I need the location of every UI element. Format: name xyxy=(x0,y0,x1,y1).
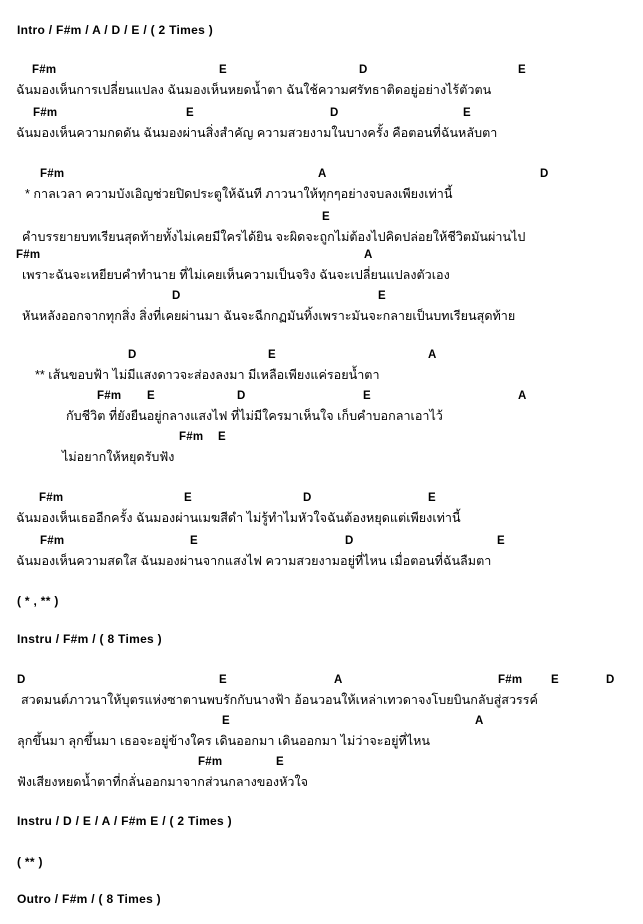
chord-e: E xyxy=(222,715,230,727)
lyric-text: ** เส้นขอบฟ้า ไม่มีแสงดาวจะส่องลงมา มีเหลือเพียงแค่รอยน้ำตา xyxy=(35,368,380,382)
instru-line-1-text: Instru / F#m / ( 8 Times ) xyxy=(17,632,162,646)
chord-line xyxy=(0,62,643,82)
chord-e: E xyxy=(463,107,471,119)
lyric-text: * กาลเวลา ความบังเอิญช่วยปิดประตูให้ฉันที ภาวนาให้ทุกๆอย่างจบลงเพียงเท่านี้ xyxy=(25,187,453,201)
chord-e: E xyxy=(184,492,192,504)
chord-d: D xyxy=(303,492,312,504)
chord-fsharpm: F#m xyxy=(32,64,57,76)
lyric-text: เพราะฉันจะเหยียบคำทำนาย ที่ไม่เคยเห็นความเป็นจริง ฉันจะเปลี่ยนแปลงตัวเอง xyxy=(22,268,450,282)
chord-line xyxy=(0,713,643,733)
chord-fsharpm: F#m xyxy=(16,249,41,261)
chord-a: A xyxy=(518,390,527,402)
instru-line-2-text: Instru / D / E / A / F#m E / ( 2 Times ) xyxy=(17,814,232,828)
section-line-repeat-2 xyxy=(0,854,643,874)
lyric-line xyxy=(0,407,643,427)
chord-fsharpm: F#m xyxy=(33,107,58,119)
chord-line xyxy=(0,754,643,774)
chord-e: E xyxy=(322,211,330,223)
chord-d: D xyxy=(606,674,615,686)
chord-d: D xyxy=(540,168,549,180)
chord-fsharpm: F#m xyxy=(39,492,64,504)
lyric-text: กับชีวิต ที่ยังยืนอยู่กลางแสงไฟ ที่ไม่มีใครมาเห็นใจ เก็บคำบอกลาเอาไว้ xyxy=(66,409,443,423)
lyric-line xyxy=(0,266,643,286)
chord-d: D xyxy=(172,290,181,302)
chord-line xyxy=(0,105,643,125)
lyric-text: หันหลังออกจากทุกสิ่ง สิ่งที่เคยผ่านมา ฉันจะฉีกกฏมันทิ้งเพราะมันจะกลายเป็นบทเรียนสุดท้าย xyxy=(22,309,516,323)
lyric-line xyxy=(0,773,643,793)
chord-line xyxy=(0,209,643,229)
chord-d: D xyxy=(330,107,339,119)
chord-e: E xyxy=(186,107,194,119)
chord-line xyxy=(0,429,643,449)
chord-e: E xyxy=(147,390,155,402)
lyric-text: ฉันมองเห็นการเปลี่ยนแปลง ฉันมองเห็นหยดน้ำตา ฉันใช้ความศรัทธาติดอยู่อย่างไร้ตัวตน xyxy=(16,83,492,97)
chord-fsharpm: F#m xyxy=(498,674,523,686)
chord-line xyxy=(0,490,643,510)
section-line-outro-line xyxy=(0,891,643,911)
lyric-text: สวดมนต์ภาวนาให้บุตรแห่งซาตานพบรักกับนางฟ้า อ้อนวอนให้เหล่าเทวดาจงโบยบินกลับสู่สวรรค์ xyxy=(21,693,538,707)
chord-e: E xyxy=(428,492,436,504)
lyric-text: ฉันมองเห็นเธออีกครั้ง ฉันมองผ่านเมฆสีดำ ไม่รู้ทำไมหัวใจฉันต้องหยุดแต่เพียงเท่านี้ xyxy=(16,511,461,525)
lyric-text: ฉันมองเห็นความสดใส ฉันมองผ่านจากแสงไฟ ความสวยงามอยู่ที่ไหน เมื่อตอนที่ฉันลืมตา xyxy=(16,554,492,568)
chord-e: E xyxy=(497,535,505,547)
chord-line xyxy=(0,388,643,408)
lyric-line xyxy=(0,366,643,386)
lyric-line xyxy=(0,307,643,327)
chord-e: E xyxy=(276,756,284,768)
chord-line xyxy=(0,347,643,367)
intro-line-text: Intro / F#m / A / D / E / ( 2 Times ) xyxy=(17,23,214,37)
lyric-line xyxy=(0,732,643,752)
chord-e: E xyxy=(218,431,226,443)
lyric-line xyxy=(0,448,643,468)
chord-line xyxy=(0,288,643,308)
section-line-instru-line-1 xyxy=(0,631,643,651)
chord-e: E xyxy=(190,535,198,547)
chord-d: D xyxy=(17,674,26,686)
chord-line xyxy=(0,247,643,267)
chord-a: A xyxy=(475,715,484,727)
lyric-line xyxy=(0,509,643,529)
lyric-text: ฉันมองเห็นความกดดัน ฉันมองผ่านสิ่งสำคัญ ความสวยงามในบางครั้ง คือตอนที่ฉันหลับตา xyxy=(16,126,498,140)
chord-d: D xyxy=(345,535,354,547)
chord-fsharpm: F#m xyxy=(97,390,122,402)
chord-fsharpm: F#m xyxy=(40,168,65,180)
repeat-2-text: ( ** ) xyxy=(17,855,43,869)
lyric-text: ไม่อยากให้หยุดรับฟัง xyxy=(62,450,175,464)
repeat-1-text: ( * , ** ) xyxy=(17,594,59,608)
chord-fsharpm: F#m xyxy=(40,535,65,547)
lyric-text: ฟังเสียงหยดน้ำตาที่กลั่นออกมาจากส่วนกลางของหัวใจ xyxy=(17,775,308,789)
section-line-intro-line xyxy=(0,22,643,42)
chord-d: D xyxy=(359,64,368,76)
lyric-line xyxy=(0,228,643,248)
chord-line xyxy=(0,166,643,186)
chord-fsharpm: F#m xyxy=(179,431,204,443)
chord-e: E xyxy=(518,64,526,76)
chord-e: E xyxy=(219,64,227,76)
lyric-line xyxy=(0,124,643,144)
chord-a: A xyxy=(364,249,373,261)
chord-e: E xyxy=(378,290,386,302)
lyric-line xyxy=(0,691,643,711)
chord-e: E xyxy=(219,674,227,686)
lyric-line xyxy=(0,185,643,205)
chord-a: A xyxy=(334,674,343,686)
lyric-line xyxy=(0,81,643,101)
chord-line xyxy=(0,672,643,692)
chord-d: D xyxy=(128,349,137,361)
chord-e: E xyxy=(551,674,559,686)
chord-a: A xyxy=(428,349,437,361)
lyric-line xyxy=(0,552,643,572)
lyric-text: ลุกขึ้นมา ลุกขึ้นมา เธอจะอยู่ข้างใคร เดินออกมา เดินออกมา ไม่ว่าจะอยู่ที่ไหน xyxy=(17,734,431,748)
section-line-instru-line-2 xyxy=(0,813,643,833)
chord-line xyxy=(0,533,643,553)
chord-e: E xyxy=(268,349,276,361)
chord-d: D xyxy=(237,390,246,402)
chord-fsharpm: F#m xyxy=(198,756,223,768)
lyric-text: คำบรรยายบทเรียนสุดท้ายทั้งไม่เคยมีใครได้ยิน จะผิดจะถูกไม่ต้องไปคิดปล่อยให้ชีวิตมันผ่านไป xyxy=(22,230,526,244)
chord-a: A xyxy=(318,168,327,180)
chord-e: E xyxy=(363,390,371,402)
section-line-repeat-1 xyxy=(0,593,643,613)
outro-line-text: Outro / F#m / ( 8 Times ) xyxy=(17,892,161,906)
